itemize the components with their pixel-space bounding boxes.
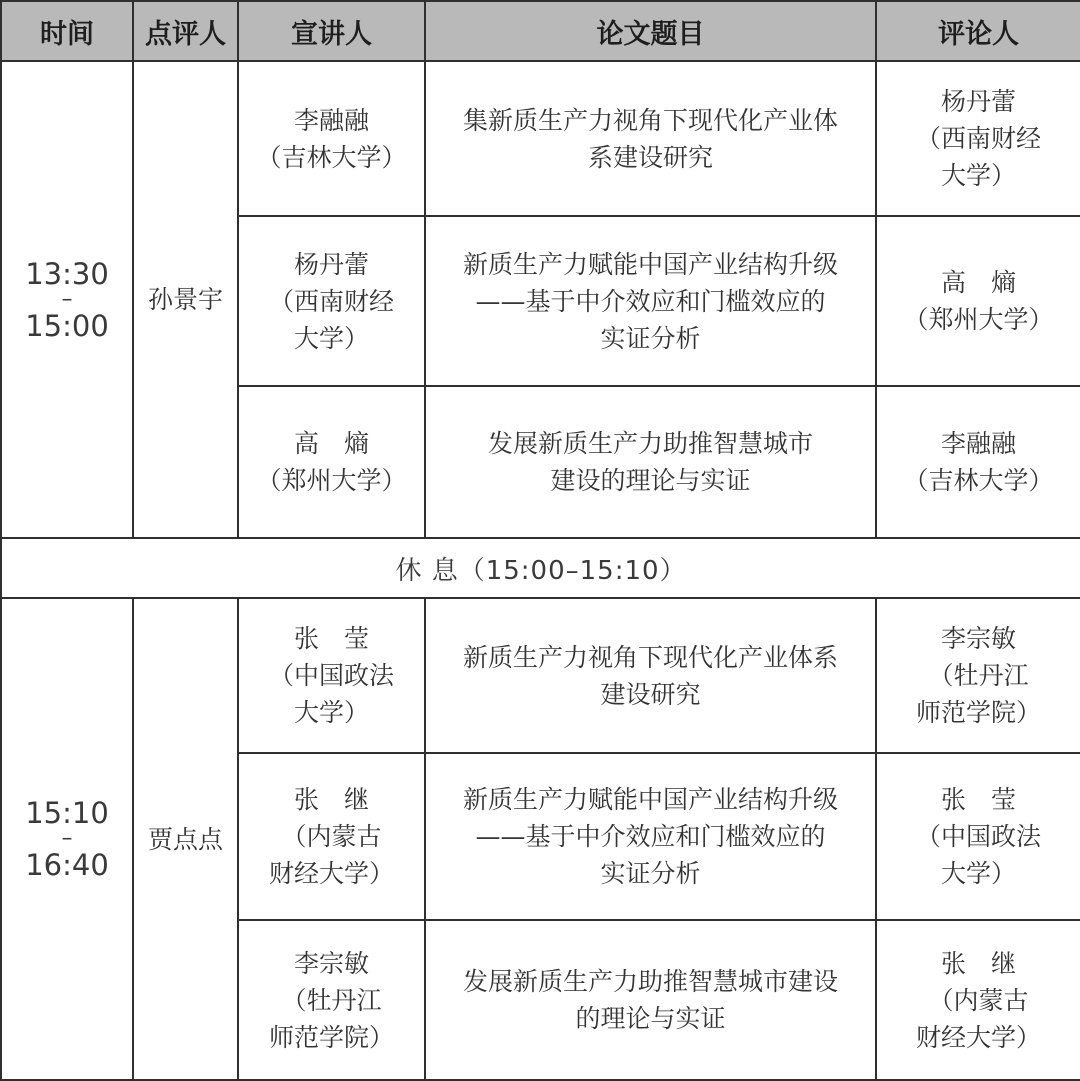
reviewer-line: （吉林大学）: [903, 466, 1054, 495]
paper-title-cell: [425, 386, 876, 538]
session-time: [1, 61, 133, 538]
session-2: [1, 598, 1080, 1080]
paper-title-line: 发展新质生产力助推智慧城市: [487, 429, 813, 458]
header-presenter: 宣讲人: [238, 1, 425, 61]
header-commentator: 点评人: [133, 1, 238, 61]
time-end: 16:40: [25, 848, 109, 882]
paper-title-cell: [425, 61, 876, 216]
paper-title-line: 建设研究: [600, 679, 701, 709]
presenter-line: 张 继: [293, 785, 369, 814]
time-start: 13:30: [25, 256, 109, 291]
presenter-line: （吉林大学）: [256, 142, 407, 172]
header-time: 时间: [1, 1, 133, 61]
reviewer-line: （内蒙古: [928, 985, 1029, 1015]
presenter-line: 财经大学）: [268, 859, 394, 888]
break-row: [1, 538, 1080, 598]
time-sep: –: [61, 286, 73, 312]
session-commentator: 孙景宇: [133, 61, 238, 538]
reviewer-line: 李宗敏: [940, 624, 1016, 653]
time-sep: –: [61, 826, 73, 851]
reviewer-line: 张 继: [940, 948, 1016, 978]
reviewer-cell: [876, 920, 1080, 1080]
presenter-line: 张 莹: [293, 624, 369, 653]
break-text: 休 息（15:00–15:10）: [1, 538, 1080, 598]
session-time: [1, 598, 133, 1080]
reviewer-line: 高 熵: [940, 268, 1016, 297]
presenter-line: 李宗敏: [293, 948, 369, 978]
paper-title-line: 发展新质生产力助推智慧城市建设: [462, 967, 838, 996]
presenter-cell: [238, 753, 425, 920]
presenter-line: 大学）: [293, 323, 369, 353]
reviewer-cell: [876, 753, 1080, 920]
reviewer-line: 大学）: [940, 161, 1016, 190]
table-row: [1, 598, 1080, 753]
presenter-line: 师范学院）: [268, 1022, 394, 1052]
reviewer-cell: [876, 598, 1080, 753]
paper-title-line: 新质生产力赋能中国产业结构升级: [462, 785, 838, 814]
paper-title-cell: [425, 920, 876, 1080]
paper-title-cell: [425, 216, 876, 386]
table-row: [1, 61, 1080, 216]
presenter-line: （郑州大学）: [256, 466, 407, 495]
reviewer-line: （牡丹江: [928, 661, 1029, 690]
presenter-line: （牡丹江: [281, 985, 382, 1015]
paper-title-line: 实证分析: [600, 859, 701, 888]
reviewer-cell: [876, 386, 1080, 538]
paper-title-cell: [425, 598, 876, 753]
reviewer-cell: [876, 61, 1080, 216]
presenter-line: 杨丹蕾: [293, 249, 369, 279]
reviewer-line: 杨丹蕾: [940, 87, 1016, 116]
presenter-cell: [238, 61, 425, 216]
presenter-line: 大学）: [293, 698, 369, 727]
session-commentator: 贾点点: [133, 598, 238, 1080]
reviewer-line: 财经大学）: [915, 1022, 1041, 1052]
presenter-cell: [238, 920, 425, 1080]
paper-title-cell: [425, 753, 876, 920]
paper-title-line: 实证分析: [600, 323, 701, 353]
break-section: [1, 538, 1080, 598]
reviewer-line: （郑州大学）: [903, 305, 1054, 334]
header-paper-title: 论文题目: [425, 1, 876, 61]
reviewer-cell: [876, 216, 1080, 386]
header-row: [1, 1, 1080, 61]
time-end: 15:00: [25, 308, 109, 343]
paper-title-line: 新质生产力赋能中国产业结构升级: [462, 249, 838, 279]
header-reviewer: 评论人: [876, 1, 1080, 61]
paper-title-line: ——基于中介效应和门槛效应的: [475, 286, 826, 316]
presenter-line: 李融融: [293, 105, 369, 135]
presenter-cell: [238, 386, 425, 538]
presenter-line: （中国政法: [268, 661, 394, 690]
reviewer-line: 张 莹: [940, 785, 1016, 814]
presenter-cell: [238, 216, 425, 386]
presenter-line: （西南财经: [268, 286, 394, 316]
presenter-cell: [238, 598, 425, 753]
paper-title-line: ——基于中介效应和门槛效应的: [475, 822, 826, 851]
reviewer-line: （西南财经: [915, 124, 1041, 153]
paper-title-line: 系建设研究: [587, 142, 713, 172]
reviewer-line: （中国政法: [915, 822, 1041, 851]
presenter-line: 高 熵: [293, 429, 369, 458]
session-1: [1, 61, 1080, 538]
paper-title-line: 集新质生产力视角下现代化产业体: [462, 105, 838, 135]
reviewer-line: 师范学院）: [915, 698, 1041, 727]
presenter-line: （内蒙古: [281, 822, 382, 851]
time-start: 15:10: [25, 796, 109, 830]
paper-title-line: 建设的理论与实证: [550, 466, 751, 495]
reviewer-line: 大学）: [940, 859, 1016, 888]
paper-title-line: 新质生产力视角下现代化产业体系: [462, 642, 838, 672]
paper-title-line: 的理论与实证: [575, 1004, 726, 1033]
reviewer-line: 李融融: [940, 429, 1016, 458]
